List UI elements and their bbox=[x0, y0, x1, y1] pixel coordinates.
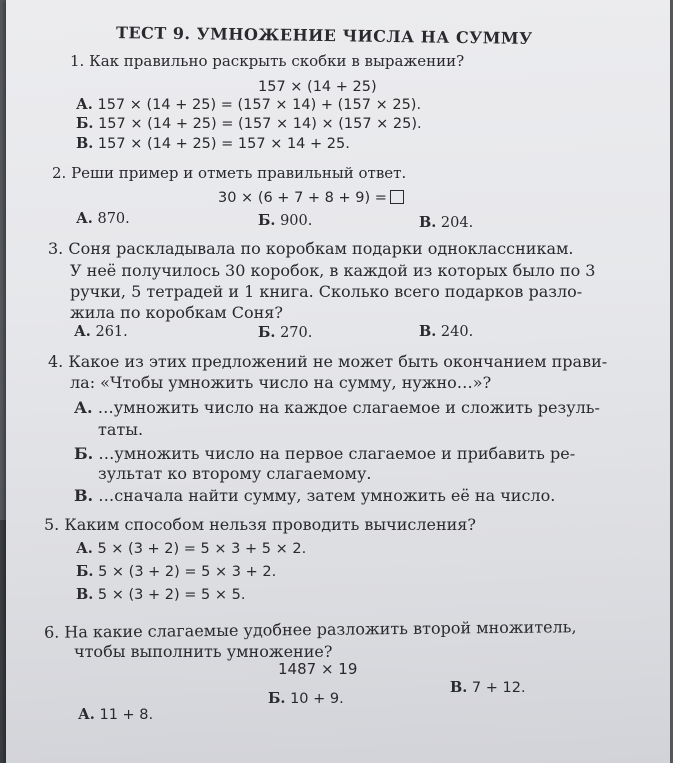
question-4-option-b[interactable] bbox=[74, 444, 575, 463]
question-6-expression: 1487 × 19 bbox=[278, 660, 358, 678]
option-label: Б. bbox=[258, 324, 276, 341]
question-6-option-c[interactable] bbox=[450, 679, 526, 696]
question-4-line-2: ла: «Чтобы умножить число на сумму, нужно…»? bbox=[70, 373, 492, 392]
question-5-text: 5. Каким способом нельзя проводить вычисления? bbox=[44, 515, 476, 534]
question-5-option-b[interactable] bbox=[76, 563, 276, 580]
option-text: 7 + 12. bbox=[471, 680, 526, 696]
test-title: ТЕСТ 9. УМНОЖЕНИЕ ЧИСЛА НА СУММУ bbox=[115, 23, 533, 48]
question-1-option-c[interactable] bbox=[76, 135, 350, 152]
question-2-option-c[interactable] bbox=[419, 214, 473, 231]
question-3-option-a[interactable] bbox=[74, 323, 128, 340]
answer-box[interactable] bbox=[390, 190, 404, 204]
option-label: Б. bbox=[76, 115, 94, 132]
option-text: 157 × (14 + 25) = 157 × 14 + 25. bbox=[97, 136, 350, 152]
option-text: 270. bbox=[280, 325, 313, 341]
question-3-line-2: У неё получилось 30 коробок, в каждой из которых было по 3 bbox=[70, 261, 596, 280]
option-label: Б. bbox=[268, 690, 286, 707]
option-label: Б. bbox=[258, 212, 276, 229]
option-label: В. bbox=[419, 214, 437, 231]
question-3-line-1: 3. Соня раскладывала по коробкам подарки одноклассникам. bbox=[48, 239, 574, 258]
worksheet-page bbox=[6, 0, 670, 763]
option-text: 157 × (14 + 25) = (157 × 14) × (157 × 25). bbox=[98, 116, 422, 132]
question-1-text: 1. Как правильно раскрыть скобки в выражении? bbox=[70, 52, 465, 70]
option-label: В. bbox=[76, 586, 94, 603]
question-3-option-c[interactable] bbox=[419, 323, 473, 340]
option-text: 11 + 8. bbox=[99, 707, 154, 723]
question-2-option-a[interactable] bbox=[76, 210, 130, 227]
question-2-option-b[interactable] bbox=[258, 212, 312, 229]
question-4-option-b-cont: зультат ко второму слагаемому. bbox=[98, 464, 372, 483]
question-1-option-a[interactable] bbox=[76, 96, 421, 113]
option-text: 5 × (3 + 2) = 5 × 3 + 2. bbox=[98, 564, 277, 580]
question-2-text: 2. Реши пример и отметь правильный ответ. bbox=[52, 164, 407, 182]
option-label: В. bbox=[419, 323, 437, 340]
option-text: 5 × (3 + 2) = 5 × 5. bbox=[97, 587, 246, 603]
option-text: …сначала найти сумму, затем умножить её на число. bbox=[98, 486, 556, 505]
question-3-option-b[interactable] bbox=[258, 324, 312, 341]
option-label: В. bbox=[76, 135, 94, 152]
expression-text: 30 × (6 + 7 + 8 + 9) = bbox=[218, 190, 387, 206]
option-label: А. bbox=[74, 323, 91, 340]
option-text: 5 × (3 + 2) = 5 × 3 + 5 × 2. bbox=[97, 541, 307, 557]
option-label: Б. bbox=[74, 444, 94, 463]
option-text: …умножить число на первое слагаемое и прибавить ре- bbox=[98, 444, 576, 463]
option-text: 204. bbox=[440, 215, 474, 231]
option-label: А. bbox=[76, 96, 93, 113]
question-1-expression: 157 × (14 + 25) bbox=[258, 79, 377, 95]
option-text: …умножить число на каждое слагаемое и сложить резуль- bbox=[97, 398, 600, 417]
question-4-option-a-cont: таты. bbox=[98, 420, 144, 439]
option-text: 10 + 9. bbox=[290, 691, 344, 707]
option-label: А. bbox=[78, 706, 95, 723]
question-2-expression bbox=[218, 190, 404, 206]
option-label: В. bbox=[74, 486, 94, 505]
question-5-option-a[interactable] bbox=[76, 540, 306, 557]
question-3-line-4: жила по коробкам Соня? bbox=[70, 303, 283, 322]
option-text: 261. bbox=[95, 324, 128, 340]
option-label: Б. bbox=[76, 563, 94, 580]
question-5-option-c[interactable] bbox=[76, 586, 245, 603]
question-4-line-1: 4. Какое из этих предложений не может быть окончанием прави- bbox=[48, 352, 608, 371]
option-label: А. bbox=[74, 398, 93, 417]
question-6-line-2: чтобы выполнить умножение? bbox=[74, 642, 333, 661]
option-text: 157 × (14 + 25) = (157 × 14) + (157 × 25). bbox=[97, 97, 422, 113]
option-text: 900. bbox=[280, 213, 313, 229]
option-label: В. bbox=[450, 679, 468, 696]
question-3-line-3: ручки, 5 тетрадей и 1 книга. Сколько всего подарков разло- bbox=[70, 282, 583, 301]
option-text: 870. bbox=[97, 211, 130, 227]
option-text: 240. bbox=[440, 324, 474, 340]
option-label: А. bbox=[76, 540, 93, 557]
question-6-option-a[interactable] bbox=[78, 706, 153, 723]
question-6-line-1: 6. На какие слагаемые удобнее разложить второй множитель, bbox=[43, 617, 577, 642]
question-4-option-a[interactable] bbox=[74, 398, 600, 417]
option-label: А. bbox=[76, 210, 93, 227]
question-6-option-b[interactable] bbox=[268, 690, 344, 707]
question-1-option-b[interactable] bbox=[76, 115, 422, 132]
question-4-option-c[interactable] bbox=[74, 486, 555, 505]
